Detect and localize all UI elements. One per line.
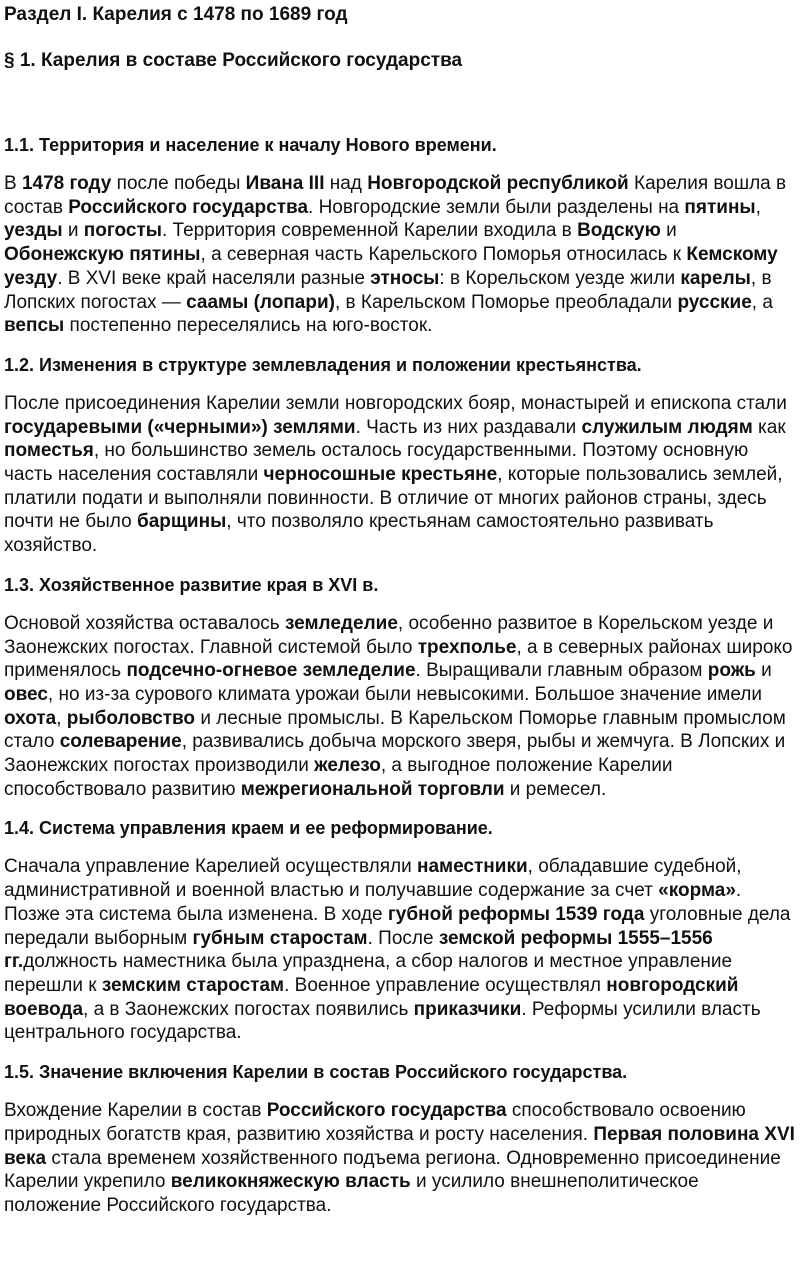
text-run: и: [755, 660, 772, 682]
text-run: и усилило внешнеполитическое положение Российского государства.: [4, 1171, 699, 1216]
text-run: и: [660, 220, 677, 242]
text-run: , а северная часть Карельского Поморья относилась к: [200, 244, 687, 266]
bold-term: черносошные крестьяне: [263, 464, 498, 486]
bold-term: солеварение: [59, 731, 182, 753]
text-run: ,: [56, 707, 67, 729]
section-paragraph: [4, 855, 796, 1045]
section-paragraph: [4, 392, 796, 558]
bold-term: губным старостам: [192, 927, 368, 949]
bold-term: железо: [314, 755, 381, 777]
section-paragraph: [4, 1099, 796, 1218]
text-run: после победы: [111, 173, 246, 194]
bold-term: карелы: [680, 267, 751, 289]
text-run: , а: [751, 291, 773, 313]
text-run: стала временем хозяйственного подъема региона. Одновременно присоединение Карелии укрепило: [4, 1147, 781, 1193]
bold-term: подсечно-огневое земледелие: [126, 660, 416, 682]
text-run: , в Карельском Поморье преобладали: [334, 291, 678, 313]
bold-term: этносы: [370, 267, 440, 289]
text-run: , обладавшие судебной, административной и военной властью и получавшие содержание за счет: [4, 856, 742, 902]
bold-term: саамы (лопари): [186, 291, 335, 313]
text-run: После присоединения Карелии земли новгородских бояр, монастырей и епископа стали: [4, 392, 787, 414]
bold-term: новгородский воевода: [4, 974, 739, 1020]
bold-term: уезды: [4, 220, 63, 242]
bold-term: «корма»: [658, 880, 736, 902]
text-run: , которые пользовались землей, платили подати и выполняли повинности. В отличие от многих районов страны, здесь почти не было: [4, 464, 783, 533]
bold-term: 1478 году: [21, 173, 112, 194]
text-run: Вхождение Карелии в состав: [4, 1100, 267, 1122]
text-run: над: [324, 173, 368, 194]
text-run: . Военное управление осуществлял: [284, 974, 607, 996]
section-heading: 1.3. Хозяйственное развитие края в XVI в.: [4, 574, 379, 595]
bold-term: земледелие: [284, 612, 398, 634]
bold-term: вепсы: [4, 315, 65, 337]
bold-term: Новгородской республикой: [367, 173, 629, 194]
bold-term: поместья: [4, 440, 94, 462]
bold-term: губной реформы 1539 года: [387, 903, 645, 925]
text-run: Карелия вошла в состав: [4, 173, 787, 218]
bold-term: приказчики: [413, 998, 522, 1020]
bold-term: русские: [677, 291, 752, 313]
text-run: , в Лопских погостах —: [4, 267, 772, 313]
section-heading: 1.5. Значение включения Карелии в состав Российского государства.: [4, 1062, 628, 1083]
text-run: . После: [367, 927, 439, 949]
text-run: . Часть из них раздавали: [355, 416, 582, 438]
bold-term: барщины: [136, 511, 227, 533]
bold-term: земским старостам: [101, 974, 285, 996]
text-run: способствовало освоению природных богатств края, развитию хозяйства и росту населения.: [4, 1100, 746, 1145]
text-run: должность наместника была упразднена, а сбор налогов и местное управление перешли к: [4, 951, 733, 996]
text-run: . Позже эта система была изменена. В ходе: [4, 880, 742, 925]
bold-term: трехполье: [417, 636, 517, 658]
chapter-title: § 1. Карелия в составе Российского государства: [4, 50, 463, 71]
text-run: , но большинство земель осталось государственными. Поэтому основную часть населения составляли: [4, 440, 749, 486]
text-run: , особенно развитое в Корельском уезде и Заонежских погостах. Главной системой было: [4, 612, 774, 658]
bold-term: Первая половина XVI века: [4, 1123, 795, 1169]
bold-term: великокняжескую власть: [170, 1171, 411, 1193]
text-run: . Новгородские земли были разделены на: [308, 196, 685, 218]
bold-term: Российского государства: [68, 196, 309, 218]
part-title: Раздел I. Карелия с 1478 по 1689 год: [4, 4, 348, 25]
text-run: В: [4, 173, 22, 194]
text-run: Основой хозяйства оставалось: [4, 612, 285, 634]
text-run: , но из-за сурового климата урожаи были невысокими. Большое значение имели: [47, 683, 763, 705]
bold-term: Обонежскую пятины: [4, 244, 201, 266]
bold-term: рыболовство: [66, 707, 196, 729]
text-run: , а в северных районах широко применялось: [4, 636, 793, 682]
bold-term: пятины: [684, 196, 756, 218]
text-run: . Выращивали главным образом: [415, 660, 708, 682]
bold-term: рожь: [707, 660, 756, 682]
text-run: и ремесел.: [504, 778, 607, 800]
bold-term: овес: [4, 683, 48, 705]
section-heading: 1.2. Изменения в структуре землевладения и положении крестьянства.: [4, 354, 642, 375]
text-run: Сначала управление Карелией осуществляли: [4, 856, 418, 878]
bold-term: охота: [4, 707, 57, 729]
bold-term: Российского государства: [266, 1100, 507, 1122]
section-heading: 1.1. Территория и население к началу Нового времени.: [4, 135, 497, 155]
text-run: , а выгодное положение Карелии способствовало развитию: [4, 755, 673, 800]
text-run: и: [62, 220, 84, 242]
bold-term: Кемскому уезду: [4, 244, 778, 289]
bold-term: служилым людям: [581, 416, 753, 438]
text-run: , а в Заонежских погостах появились: [83, 998, 414, 1020]
text-run: , развивались добыча морского зверя, рыбы и жемчуга. В Лопских и Заонежских погостах производили: [4, 731, 786, 777]
section-heading: 1.4. Система управления краем и ее реформирование.: [4, 818, 493, 839]
bold-term: Ивана III: [245, 173, 325, 194]
text-run: . В XVI веке край населяли разные: [57, 267, 371, 289]
text-run: , что позволяло крестьянам самостоятельно развивать хозяйство.: [4, 511, 714, 557]
text-run: и лесные промыслы. В Карельском Поморье главным промыслом стало: [4, 707, 786, 753]
bold-term: государевыми («черными») землями: [4, 416, 356, 438]
text-run: : в Корельском уезде жили: [439, 267, 681, 289]
bold-term: погосты: [83, 220, 162, 242]
bold-term: земской реформы 1555–1556 гг.: [4, 927, 713, 973]
text-run: . Реформы усилили власть центрального государства.: [4, 998, 761, 1044]
bold-term: наместники: [417, 856, 528, 878]
bold-term: Водскую: [577, 220, 661, 242]
text-run: . Территория современной Карелии входила в: [162, 220, 578, 242]
text-run: постепенно переселялись на юго-восток.: [64, 315, 433, 337]
text-run: уголовные дела передали выборным: [4, 903, 791, 949]
text-run: как: [752, 416, 786, 438]
bold-term: межрегиональной торговли: [240, 778, 505, 800]
text-run: ,: [755, 196, 761, 218]
section-paragraph: [4, 172, 796, 338]
section-paragraph: [4, 612, 796, 802]
